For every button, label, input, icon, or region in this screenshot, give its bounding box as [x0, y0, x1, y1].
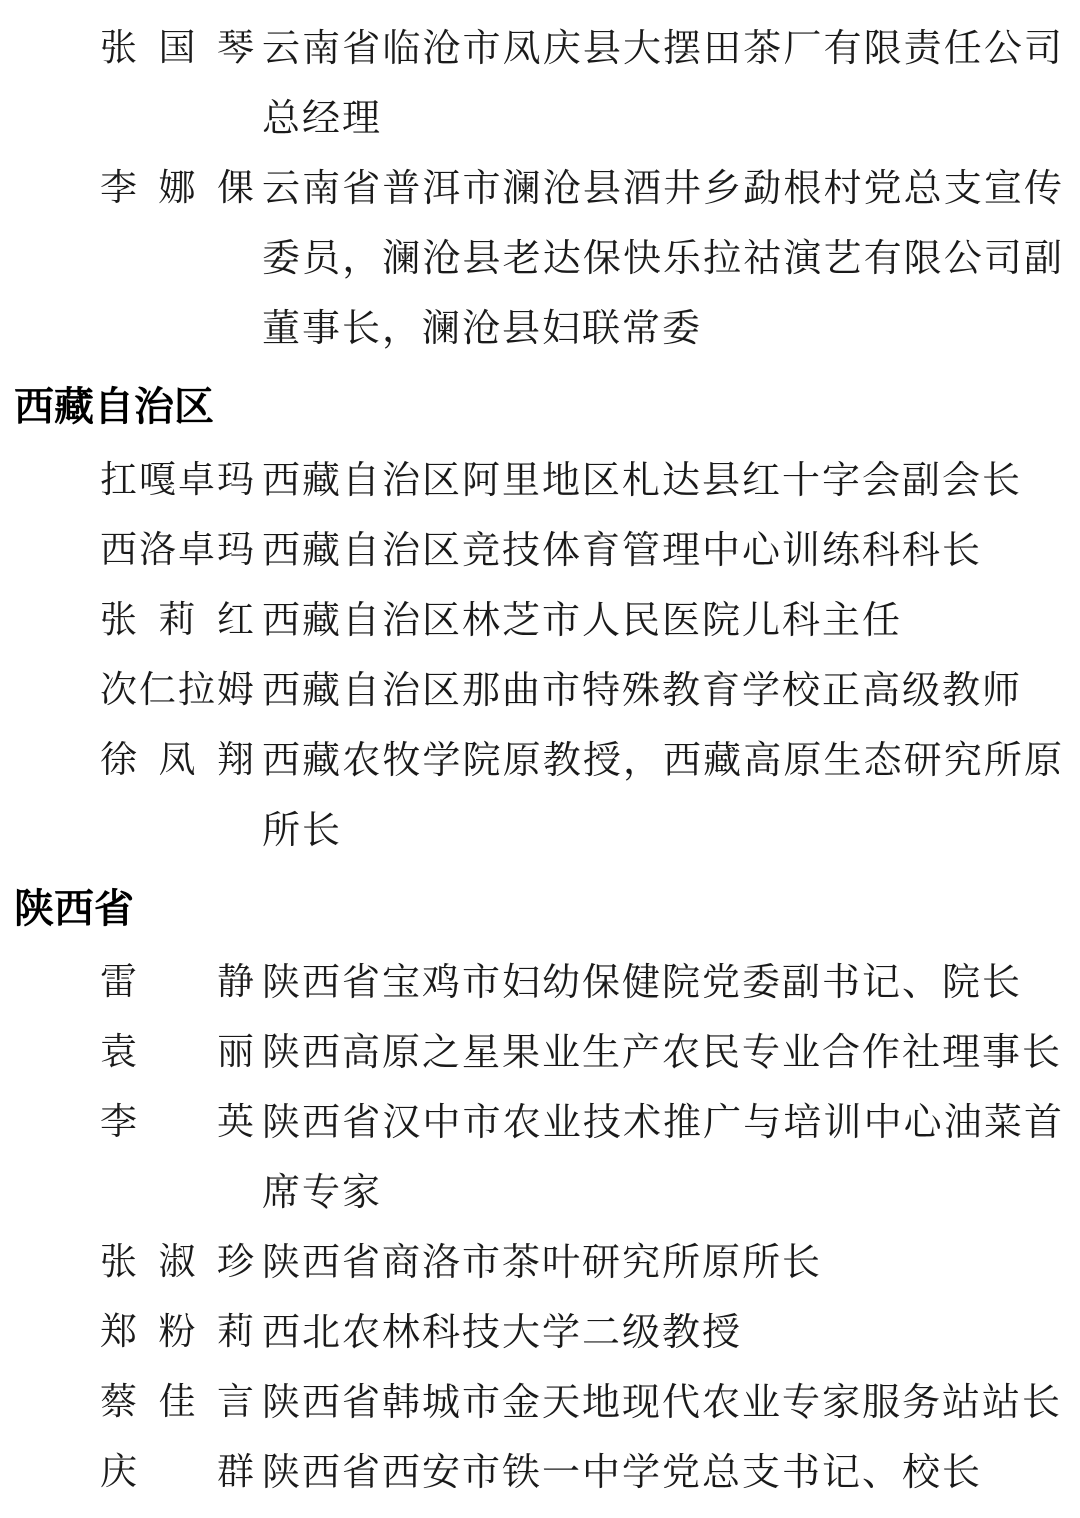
province-header: 西藏自治区 [14, 385, 214, 429]
honoree-title: 西北农林科技大学二级教授 [262, 1312, 743, 1354]
honoree-name: 扛嘎卓玛 [100, 460, 254, 501]
honoree-title: 陕西省商洛市茶叶研究所原所长 [262, 1242, 823, 1284]
honoree-entry [0, 1438, 1080, 1508]
honoree-entry [0, 1088, 1080, 1228]
honoree-title: 陕西高原之星果业生产农民专业合作社理事长 [262, 1032, 1063, 1074]
honoree-name: 张莉红 [100, 600, 254, 641]
honoree-name: 张国琴 [100, 28, 254, 69]
honoree-entry [0, 154, 1080, 364]
honoree-entry [0, 726, 1080, 866]
honoree-entry [0, 516, 1080, 586]
province-section [0, 874, 1080, 1508]
province-header: 陕西省 [14, 887, 134, 931]
honoree-name: 西洛卓玛 [100, 530, 254, 571]
honoree-title: 陕西省韩城市金天地现代农业专家服务站站长 [262, 1382, 1063, 1424]
honoree-title: 陕西省汉中市农业技术推广与培训中心油菜首席专家 [262, 1102, 1064, 1214]
honoree-title: 西藏自治区阿里地区札达县红十字会副会长 [262, 460, 1023, 502]
honoree-title: 西藏农牧学院原教授，西藏高原生态研究所原所长 [262, 740, 1064, 852]
honoree-name: 徐凤翔 [100, 740, 254, 781]
honoree-name: 庆 群 [100, 1452, 254, 1493]
honoree-entry [0, 948, 1080, 1018]
honoree-title: 云南省临沧市凤庆县大摆田茶厂有限责任公司总经理 [262, 28, 1064, 140]
entry-list [0, 948, 1080, 1508]
honoree-entry [0, 656, 1080, 726]
honoree-name: 郑粉莉 [100, 1312, 254, 1353]
province-section [0, 372, 1080, 866]
honoree-entry [0, 586, 1080, 656]
honoree-entry [0, 1018, 1080, 1088]
honoree-title: 西藏自治区那曲市特殊教育学校正高级教师 [262, 670, 1023, 712]
honoree-name: 张淑珍 [100, 1242, 254, 1283]
honoree-name: 次仁拉姆 [100, 670, 254, 711]
province-section [0, 14, 1080, 364]
honoree-entry [0, 1228, 1080, 1298]
honoree-title: 西藏自治区林芝市人民医院儿科主任 [262, 600, 903, 642]
entry-list [0, 446, 1080, 866]
honoree-title: 西藏自治区竞技体育管理中心训练科科长 [262, 530, 983, 572]
honoree-entry [0, 1368, 1080, 1438]
honoree-title: 陕西省宝鸡市妇幼保健院党委副书记、院长 [262, 962, 1023, 1004]
honoree-name: 蔡佳言 [100, 1382, 254, 1423]
honoree-entry [0, 1298, 1080, 1368]
honoree-entry [0, 446, 1080, 516]
honoree-name: 袁 丽 [100, 1032, 254, 1073]
honoree-name: 李娜倮 [100, 168, 254, 209]
entry-list [0, 14, 1080, 364]
honoree-name: 雷 静 [100, 962, 254, 1003]
honoree-title: 云南省普洱市澜沧县酒井乡勐根村党总支宣传委员，澜沧县老达保快乐拉祜演艺有限公司副董事长，澜沧县妇联常委 [262, 168, 1064, 350]
honoree-name: 李 英 [100, 1102, 254, 1143]
honoree-entry [0, 14, 1080, 154]
honoree-title: 陕西省西安市铁一中学党总支书记、校长 [262, 1452, 983, 1494]
